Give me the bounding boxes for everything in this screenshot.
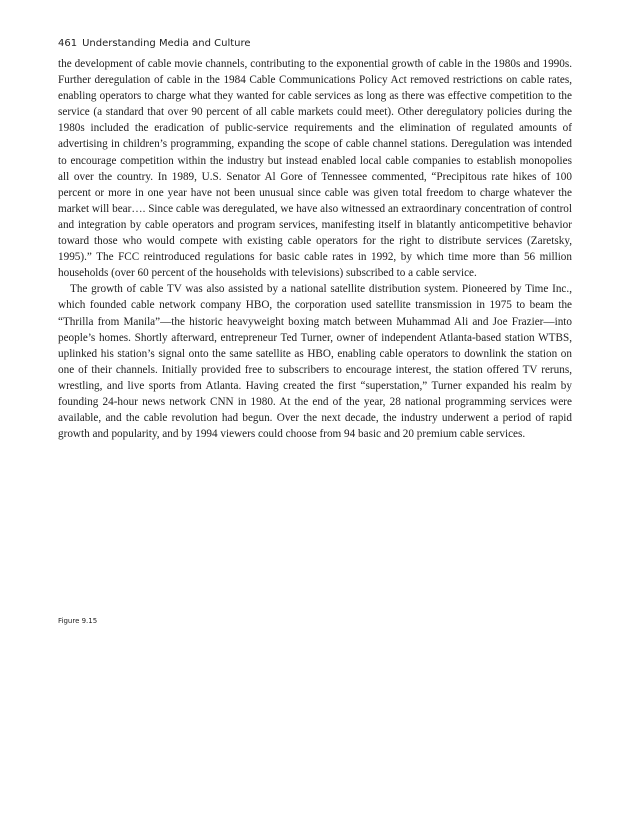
book-title: Understanding Media and Culture — [82, 38, 251, 49]
paragraph-continued: the development of cable movie channels, contributing to the exponential growth of cable in the 1980s and 1990s. Further deregulation of cable in the 1984 Cable Communications Policy Act removed restrictions on cable rates, enabling operators to charge what they wanted for cable services as long as there was effective competition to the service (a standard that over 90 percent of all cable markets could meet). Other deregulatory policies during the 1980s included the eradication of public-service requirements and the elimination of regulated amounts of advertising in children’s programming, expanding the scope of cable channel stations. Deregulation was intended to encourage competition within the industry but instead enabled local cable companies to establish monopolies all over the country. In 1989, U.S. Senator Al Gore of Tennessee commented, “Precipitous rate hikes of 100 percent or more in one year have not been unusual since cable was given total freedom to charge whatever the market will bear…. Since cable was deregulated, we have also witnessed an extraordinary concentration of control and integration by cable operators and program services, manifesting itself in blatantly anticompetitive behavior toward those who would compete with existing cable operators for the right to distribute services (Zaretsky, 1995).” The FCC reintroduced regulations for basic cable rates in 1992, by which time more than 56 million households (over 60 percent of the households with televisions) subscribed to a cable service. — [58, 58, 572, 280]
figure-caption: Figure 9.15 — [58, 617, 98, 625]
paragraph-satellite-distribution: The growth of cable TV was also assisted by a national satellite distribution system. Pioneered by Time Inc., which founded cable network company HBO, the corporation used satellite transmission in 1975 to beam the “Thrilla from Manila”—the historic heavyweight boxing match between Muhammad Ali and Joe Frazier—into people’s homes. Shortly afterward, entrepreneur Ted Turner, owner of independent Atlanta-based station WTBS, uplinked his station’s signal onto the same satellite as HBO, enabling cable operators to downlink the station on one of their channels. Initially provided free to subscribers to encourage interest, the station offered TV reruns, wrestling, and live sports from Atlanta. Having created the first “superstation,” Turner expanded his realm by founding 24-hour news network CNN in 1980. At the end of the year, 28 national programming services were available, and the cable revolution had begun. Over the next decade, the industry underwent a period of rapid growth and popularity, and by 1994 viewers could choose from 94 basic and 20 premium cable services. — [58, 283, 572, 441]
body-text — [58, 56, 572, 442]
running-header — [58, 38, 572, 49]
page-number: 461 — [58, 38, 78, 49]
